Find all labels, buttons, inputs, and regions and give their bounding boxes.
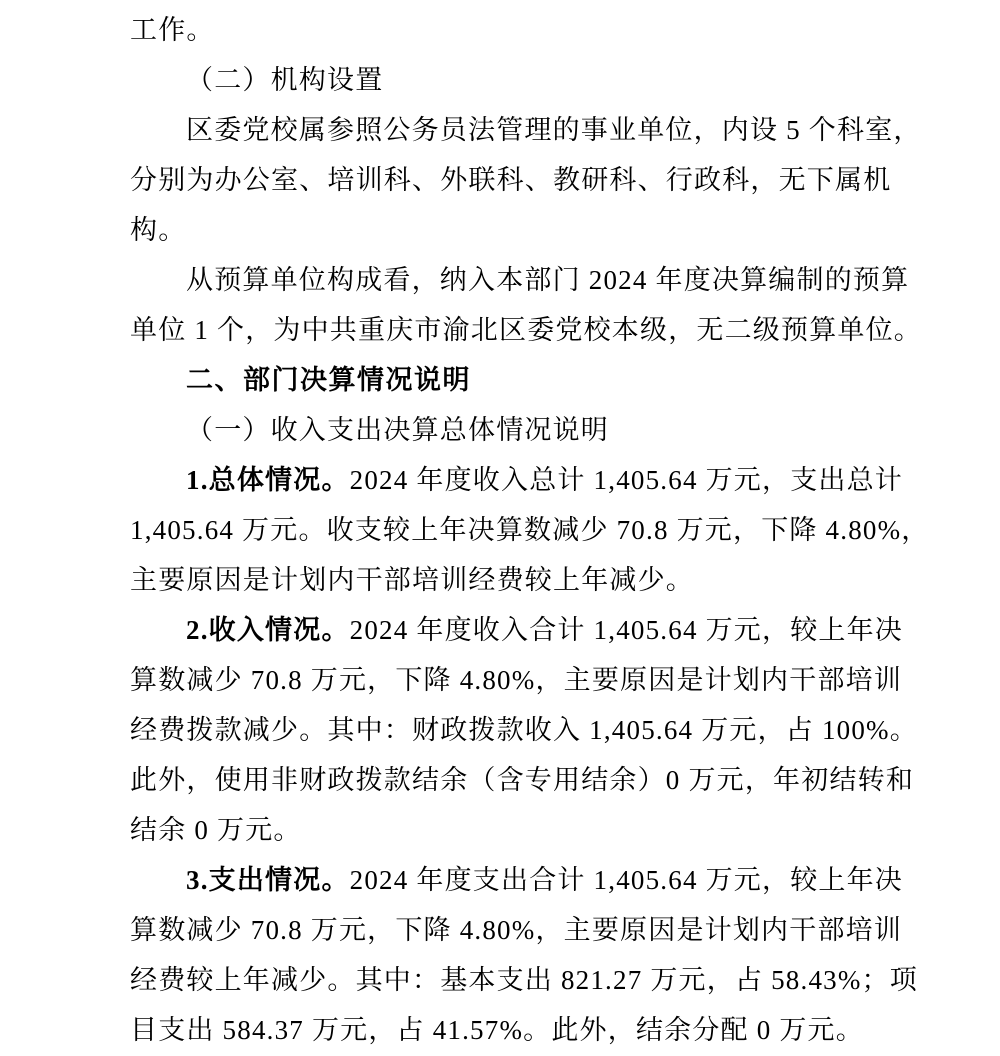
body-text: 区委党校属参照公务员法管理的事业单位，内设 5 个科室， — [186, 115, 922, 145]
body-text: 工作。 — [130, 15, 215, 45]
body-text: 目支出 584.37 万元，占 41.57%。此外，结余分配 0 万元。 — [130, 1015, 864, 1045]
text-line — [130, 255, 920, 305]
body-text: 分别为办公室、培训科、外联科、教研科、行政科，无下属机 — [130, 165, 892, 195]
text-line — [130, 855, 920, 905]
text-line — [130, 405, 920, 455]
text-line — [130, 205, 920, 255]
text-line — [130, 605, 920, 655]
body-text: 构。 — [130, 215, 187, 245]
text-line — [130, 505, 930, 555]
body-text: 单位 1 个，为中共重庆市渝北区委党校本级，无二级预算单位。 — [130, 315, 922, 345]
body-text: 经费拨款减少。其中：财政拨款收入 1,405.64 万元，占 100%。 — [130, 715, 918, 745]
body-text: 经费较上年减少。其中：基本支出 821.27 万元，占 58.43%；项 — [130, 965, 918, 995]
emphasis-text: 1.总体情况。 — [186, 465, 350, 495]
text-line — [130, 555, 920, 605]
body-text: 2024 年度收入总计 1,405.64 万元，支出总计 — [349, 465, 904, 495]
text-line — [130, 305, 920, 355]
text-line — [130, 55, 920, 105]
text-line — [130, 905, 920, 955]
text-line — [130, 1005, 920, 1055]
body-text: 结余 0 万元。 — [130, 815, 302, 845]
body-text: （二）机构设置 — [186, 65, 384, 95]
text-line — [130, 155, 920, 205]
text-line — [130, 455, 920, 505]
body-text: 从预算单位构成看，纳入本部门 2024 年度决算编制的预算 — [186, 265, 910, 295]
text-line — [130, 705, 920, 755]
body-text: 此外，使用非财政拨款结余（含专用结余）0 万元，年初结转和 — [130, 765, 915, 795]
body-text: 算数减少 70.8 万元，下降 4.80%，主要原因是计划内干部培训 — [130, 915, 903, 945]
emphasis-text: 3.支出情况。 — [186, 865, 350, 895]
text-line — [130, 105, 920, 155]
body-text: 算数减少 70.8 万元，下降 4.80%，主要原因是计划内干部培训 — [130, 665, 903, 695]
body-text: 2024 年度收入合计 1,405.64 万元，较上年决 — [349, 615, 904, 645]
text-line — [130, 655, 920, 705]
body-text: （一）收入支出决算总体情况说明 — [186, 415, 609, 445]
text-line — [130, 805, 920, 855]
body-text: 2024 年度支出合计 1,405.64 万元，较上年决 — [349, 865, 904, 895]
text-line — [130, 5, 920, 55]
emphasis-text: 2.收入情况。 — [186, 615, 350, 645]
section-heading — [130, 355, 920, 405]
body-text: 主要原因是计划内干部培训经费较上年减少。 — [130, 565, 694, 595]
emphasis-text: 二、部门决算情况说明 — [186, 365, 471, 395]
text-line — [130, 755, 920, 805]
text-line — [130, 955, 920, 1005]
document-text-block — [130, 5, 930, 1055]
body-text: 1,405.64 万元。收支较上年决算数减少 70.8 万元，下降 4.80%， — [130, 515, 930, 545]
